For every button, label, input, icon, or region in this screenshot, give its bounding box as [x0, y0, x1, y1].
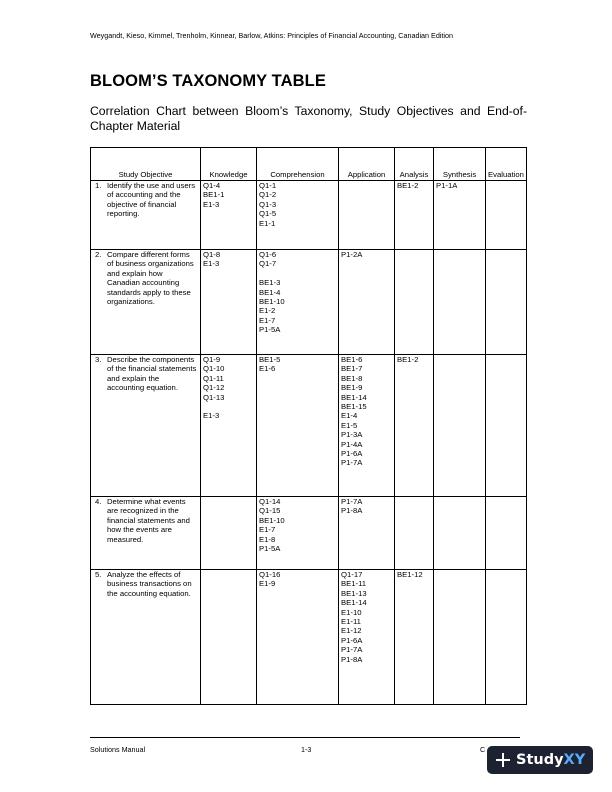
reference-item: P1-5A	[259, 325, 281, 335]
reference-item: P1-2A	[341, 250, 363, 259]
reference-item: Q1-2	[259, 190, 277, 200]
application-cell	[339, 497, 395, 570]
objective-text: Analyze the effects of business transactions on the accounting equation.	[107, 570, 192, 598]
column-header-analysis: Analysis	[395, 148, 434, 181]
reference-item: Q1-3	[259, 199, 277, 209]
table-row	[91, 181, 527, 250]
studyxy-badge[interactable]	[487, 746, 593, 774]
table-row	[91, 250, 527, 355]
application-cell	[339, 181, 395, 250]
reference-item: E1-8	[259, 534, 276, 544]
reference-item: P1-6A	[341, 635, 363, 645]
reference-item: BE1-13	[341, 588, 367, 598]
reference-item: BE1-14	[341, 598, 367, 608]
reference-item: Q1-9	[203, 355, 221, 364]
evaluation-cell	[486, 355, 527, 497]
objective-number: 3.	[95, 355, 102, 364]
reference-item: BE1-12	[397, 570, 423, 579]
study-objective-cell	[91, 181, 201, 250]
column-header-study-objective: Study Objective	[91, 148, 201, 181]
reference-item: P1-1A	[436, 181, 458, 190]
analysis-cell	[395, 497, 434, 570]
page-title: BLOOM’S TAXONOMY TABLE	[90, 72, 326, 90]
study-objective-cell	[91, 250, 201, 355]
knowledge-cell	[201, 497, 257, 570]
footer-left: Solutions Manual	[90, 745, 146, 754]
table-row	[91, 497, 527, 570]
application-cell	[339, 355, 395, 497]
comprehension-cell	[257, 355, 339, 497]
evaluation-cell	[486, 181, 527, 250]
reference-item: E1-12	[341, 626, 362, 636]
reference-item: BE1-3	[259, 278, 281, 288]
synthesis-cell	[434, 570, 486, 705]
analysis-cell	[395, 355, 434, 497]
reference-item: P1-7A	[341, 645, 363, 655]
reference-item: Q1-8	[203, 250, 221, 259]
column-header-application: Application	[339, 148, 395, 181]
reference-item: P1-7A	[341, 458, 363, 468]
reference-item: BE1-7	[341, 364, 363, 374]
table-header-row	[91, 148, 527, 181]
analysis-cell	[395, 570, 434, 705]
objective-number: 2.	[95, 250, 102, 259]
footer-rule	[90, 737, 520, 738]
reference-item: E1-2	[259, 306, 276, 316]
badge-text	[516, 752, 585, 768]
objective-text: Compare different forms of business organizations and explain how Canadian accounting standards apply to these organizations.	[107, 250, 194, 307]
reference-item: E1-4	[341, 411, 358, 421]
reference-item: Q1-7	[259, 259, 277, 269]
reference-item: Q1-13	[203, 392, 225, 402]
badge-text-main: Study	[516, 752, 564, 768]
evaluation-cell	[486, 570, 527, 705]
reference-item: BE1-10	[259, 515, 285, 525]
reference-item	[259, 269, 336, 278]
knowledge-cell	[201, 181, 257, 250]
evaluation-cell	[486, 497, 527, 570]
reference-item: Q1-5	[259, 209, 277, 219]
reference-item: BE1-1	[203, 190, 225, 200]
reference-item: Q1-4	[203, 181, 221, 190]
objective-text: Identify the use and users of accounting and the objective of financial reporting.	[107, 181, 196, 219]
column-header-synthesis: Synthesis	[434, 148, 486, 181]
reference-item: E1-11	[341, 617, 361, 627]
reference-item: P1-5A	[259, 544, 281, 554]
synthesis-cell	[434, 250, 486, 355]
reference-item: P1-8A	[341, 506, 363, 516]
comprehension-cell	[257, 497, 339, 570]
plus-icon	[496, 753, 510, 767]
column-header-evaluation: Evaluation	[486, 148, 527, 181]
footer-right: C	[480, 745, 486, 754]
reference-item: E1-9	[259, 579, 276, 589]
page-subtitle: Correlation Chart between Bloom’s Taxonomy, Study Objectives and End-of-Chapter Material	[90, 104, 527, 133]
synthesis-cell	[434, 181, 486, 250]
reference-item: E1-3	[203, 259, 220, 269]
column-header-knowledge: Knowledge	[201, 148, 257, 181]
reference-item: Q1-14	[259, 497, 281, 506]
reference-item: E1-3	[203, 411, 220, 421]
running-header: Weygandt, Kieso, Kimmel, Trenholm, Kinnear, Barlow, Atkins: Principles of Financial Accounting, Canadian Edition	[90, 31, 454, 40]
knowledge-cell	[201, 355, 257, 497]
reference-item: E1-10	[341, 607, 362, 617]
knowledge-cell	[201, 570, 257, 705]
objective-number: 4.	[95, 497, 102, 506]
reference-item: P1-7A	[341, 497, 363, 506]
reference-item: BE1-8	[341, 373, 363, 383]
knowledge-cell	[201, 250, 257, 355]
study-objective-cell	[91, 355, 201, 497]
footer-page-number: 1-3	[301, 745, 312, 754]
objective-text: Describe the components of the financial statements and explain the accounting equation.	[107, 355, 197, 393]
reference-item: E1-3	[203, 199, 220, 209]
reference-item: E1-7	[259, 525, 276, 535]
table-row	[91, 570, 527, 705]
reference-item: BE1-11	[341, 579, 367, 589]
reference-item: BE1-5	[259, 355, 281, 364]
reference-item: Q1-16	[259, 570, 281, 579]
objective-text: Determine what events are recognized in the financial statements and how the events are measured.	[107, 497, 190, 544]
badge-text-accent: XY	[563, 752, 586, 768]
synthesis-cell	[434, 497, 486, 570]
reference-item: E1-6	[259, 364, 276, 374]
reference-item: P1-4A	[341, 439, 363, 449]
analysis-cell	[395, 181, 434, 250]
reference-item: Q1-10	[203, 364, 225, 374]
reference-item: Q1-17	[341, 570, 363, 579]
reference-item: BE1-14	[341, 392, 367, 402]
evaluation-cell	[486, 250, 527, 355]
reference-item: P1-3A	[341, 430, 363, 440]
synthesis-cell	[434, 355, 486, 497]
reference-item	[203, 402, 254, 411]
reference-item: P1-8A	[341, 654, 363, 664]
study-objective-cell	[91, 570, 201, 705]
column-header-comprehension: Comprehension	[257, 148, 339, 181]
study-objective-cell	[91, 497, 201, 570]
comprehension-cell	[257, 570, 339, 705]
reference-item: BE1-6	[341, 355, 363, 364]
objective-number: 1.	[95, 181, 102, 190]
reference-item: Q1-1	[259, 181, 277, 190]
reference-item: E1-7	[259, 315, 276, 325]
reference-item: BE1-4	[259, 287, 281, 297]
reference-item: Q1-11	[203, 373, 224, 383]
reference-item: BE1-2	[397, 355, 419, 364]
bloom-taxonomy-table	[90, 147, 527, 705]
reference-item: BE1-9	[341, 383, 363, 393]
reference-item: Q1-6	[259, 250, 277, 259]
reference-item: BE1-10	[259, 297, 285, 307]
application-cell	[339, 570, 395, 705]
objective-number: 5.	[95, 570, 102, 579]
reference-item: Q1-12	[203, 383, 225, 393]
reference-item: P1-6A	[341, 449, 363, 459]
reference-item: Q1-15	[259, 506, 281, 516]
comprehension-cell	[257, 250, 339, 355]
comprehension-cell	[257, 181, 339, 250]
reference-item: E1-5	[341, 420, 358, 430]
reference-item: BE1-2	[397, 181, 419, 190]
reference-item: E1-1	[259, 218, 276, 228]
application-cell	[339, 250, 395, 355]
analysis-cell	[395, 250, 434, 355]
reference-item: BE1-15	[341, 402, 367, 412]
table-row	[91, 355, 527, 497]
